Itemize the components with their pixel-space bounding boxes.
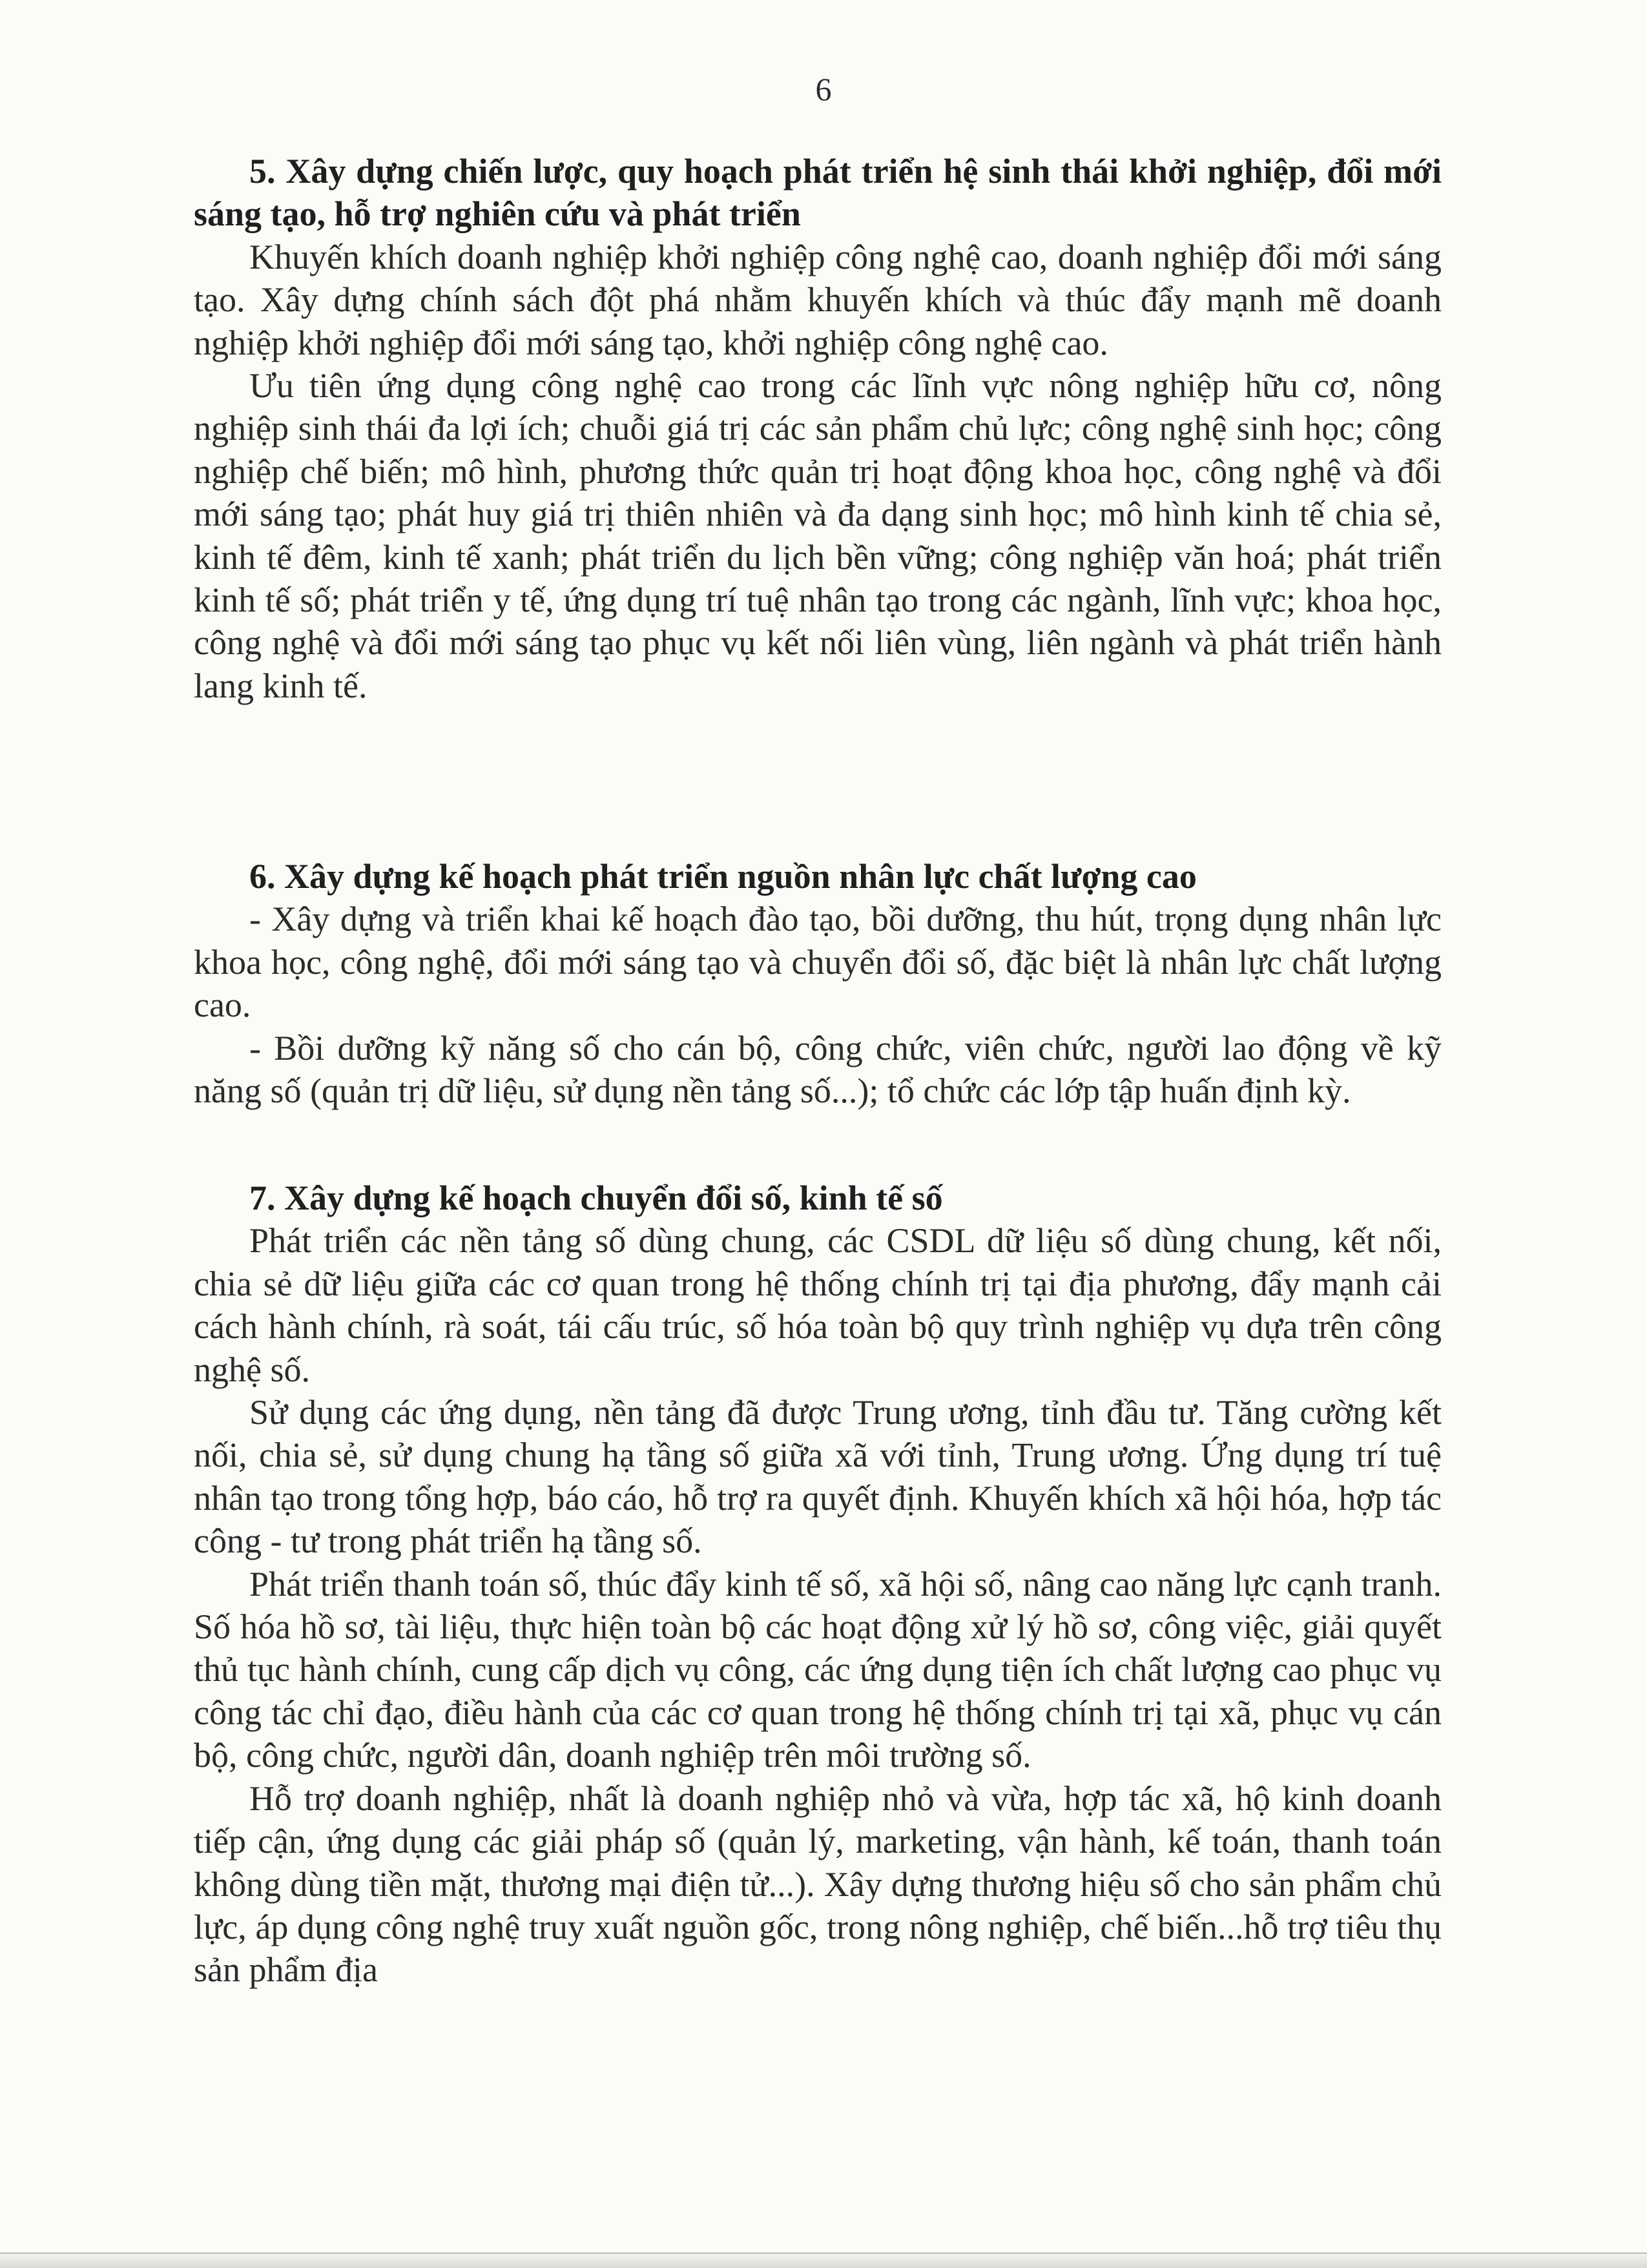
paragraph: Phát triển thanh toán số, thúc đẩy kinh tế số, xã hội số, nâng cao năng lực cạnh tranh. Số hóa hồ sơ, tài liệu, thực hiện toàn bộ các hoạt động xử lý hồ sơ, công việc, giải quyết thủ tục hành chính, cung cấp dịch vụ công, các ứng dụng tiện ích chất lượng cao phục vụ công tác chỉ đạo, điều hành của các cơ quan trong hệ thống chính trị tại xã, phục vụ cán bộ, công chức, người dân, doanh nghiệp trên môi trường số. [194, 1564, 1442, 1775]
paragraph: Sử dụng các ứng dụng, nền tảng đã được Trung ương, tỉnh đầu tư. Tăng cường kết nối, chia sẻ, sử dụng chung hạ tầng số giữa xã với tỉnh, Trung ương. Ứng dụng trí tuệ nhân tạo trong tổng hợp, báo cáo, hỗ trợ ra quyết định. Khuyến khích xã hội hóa, hợp tác công - tư trong phát triển hạ tầng số. [194, 1393, 1442, 1561]
section-5 [194, 150, 1442, 707]
section-heading: 7. Xây dựng kế hoạch chuyển đổi số, kinh tế số [249, 1179, 943, 1217]
section-6 [194, 855, 1442, 1112]
paragraph: Hỗ trợ doanh nghiệp, nhất là doanh nghiệp nhỏ và vừa, hợp tác xã, hộ kinh doanh tiếp cận, ứng dụng các giải pháp số (quản lý, marketing, vận hành, kế toán, thanh toán không dùng tiền mặt, thương mại điện tử...). Xây dựng thương hiệu số cho sản phẩm chủ lực, áp dụng công nghệ truy xuất nguồn gốc, trong nông nghiệp, chế biến...hỗ trợ tiêu thụ sản phẩm địa [194, 1778, 1442, 1990]
paragraph: Khuyến khích doanh nghiệp khởi nghiệp công nghệ cao, doanh nghiệp đổi mới sáng tạo. Xây dựng chính sách đột phá nhằm khuyến khích và thúc đẩy mạnh mẽ doanh nghiệp khởi nghiệp đổi mới sáng tạo, khởi nghiệp công nghệ cao. [194, 237, 1442, 362]
paragraph: - Bồi dưỡng kỹ năng số cho cán bộ, công chức, viên chức, người lao động về kỹ năng số (quản trị dữ liệu, sử dụng nền tảng số...); tổ chức các lớp tập huấn định kỳ. [194, 1028, 1442, 1111]
page-content [194, 150, 1442, 1990]
section-heading: 6. Xây dựng kế hoạch phát triển nguồn nhân lực chất lượng cao [249, 857, 1197, 896]
section-heading: 5. Xây dựng chiến lược, quy hoạch phát triển hệ sinh thái khởi nghiệp, đổi mới sáng tạo, hỗ trợ nghiên cứu và phát triển [194, 152, 1442, 234]
page-number: 6 [815, 71, 832, 107]
paragraph: Phát triển các nền tảng số dùng chung, các CSDL dữ liệu số dùng chung, kết nối, chia sẻ dữ liệu giữa các cơ quan trong hệ thống chính trị tại địa phương, đẩy mạnh cải cách hành chính, rà soát, tái cấu trúc, số hóa toàn bộ quy trình nghiệp vụ dựa trên công nghệ số. [194, 1221, 1442, 1389]
paragraph: - Xây dựng và triển khai kế hoạch đào tạo, bồi dưỡng, thu hút, trọng dụng nhân lực khoa học, công nghệ, đổi mới sáng tạo và chuyển đổi số, đặc biệt là nhân lực chất lượng cao. [194, 900, 1442, 1025]
paragraph: Ưu tiên ứng dụng công nghệ cao trong các lĩnh vực nông nghiệp hữu cơ, nông nghiệp sinh thái đa lợi ích; chuỗi giá trị các sản phẩm chủ lực; công nghệ sinh học; công nghiệp chế biến; mô hình, phương thức quản trị hoạt động khoa học, công nghệ và đổi mới sáng tạo; phát huy giá trị thiên nhiên và đa dạng sinh học; mô hình kinh tế chia sẻ, kinh tế đêm, kinh tế xanh; phát triển du lịch bền vững; công nghiệp văn hoá; phát triển kinh tế số; phát triển y tế, ứng dụng trí tuệ nhân tạo trong các ngành, lĩnh vực; khoa học, công nghệ và đổi mới sáng tạo phục vụ kết nối liên vùng, liên ngành và phát triển hành lang kinh tế. [194, 366, 1442, 705]
section-7 [194, 1177, 1442, 1992]
scan-edge [0, 2254, 1647, 2268]
